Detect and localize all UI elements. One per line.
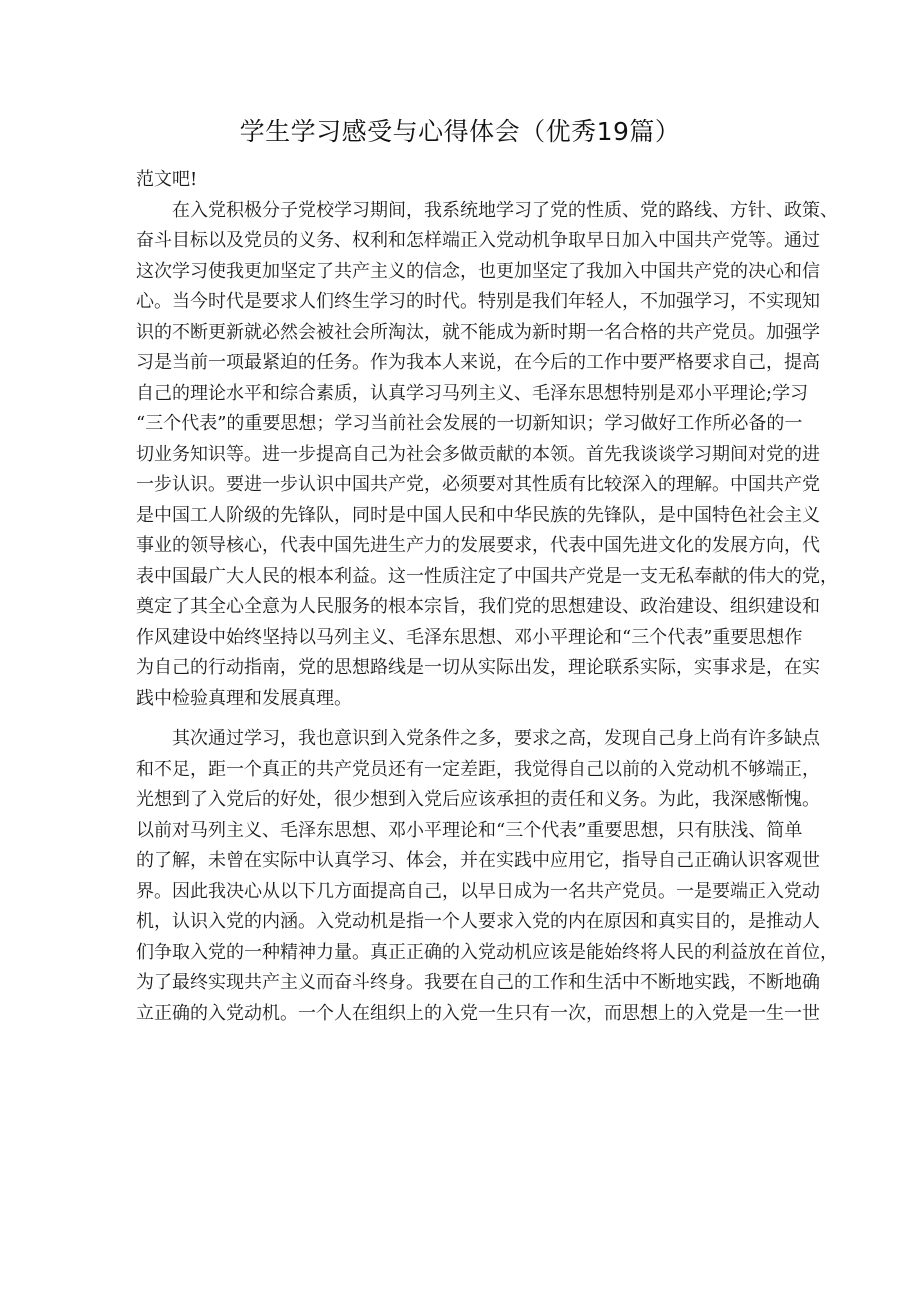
paragraph-line: 自 己 的 理 论 水 平 和 综 合 素 质 ， 认 真 学 习 马 列 主 义 、 毛 泽 东 思 想 特 别 是 邓 小 平 理 论 ; 学 习 xyxy=(136,382,809,404)
paragraph-line: 心 。 当 今 时 代 是 要 求 人 们 终 生 学 习 的 时 代 。 特 别 是 我 们 年 轻 人 ， 不 加 强 学 习 ， 不 实 现 知 xyxy=(136,291,820,312)
paragraph-line: 界 。 因 此 我 决 心 从 以 下 几 方 面 提 高 自 己 ， 以 早 日 成 为 一 名 共 产 党 员 。 一 是 要 端 正 入 党 动 xyxy=(136,880,820,902)
paragraph-line: 为 了 最 终 实 现 共 产 主 义 而 奋 斗 终 身 。 我 要 在 自 己 的 工 作 和 生 活 中 不 断 地 实 践 ， 不 断 地 确 xyxy=(136,972,820,993)
paragraph-line: 机 ， 认 识 入 党 的 内 涵 。 入 党 动 机 是 指 一 个 人 要 求 入 党 的 内 在 原 因 和 真 实 目 的 ， 是 推 动 人 xyxy=(136,911,820,932)
paragraph-line: 表 中 国 最 广 大 人 民 的 根 本 利 益 。 这 一 性 质 注 定 了 中 国 共 产 党 是 一 支 无 私 奉 献 的 伟 大 的 党 ， xyxy=(136,565,838,587)
paragraph-line: 光 想 到 了 入 党 后 的 好 处 ， 很 少 想 到 入 党 后 应 该 承 担 的 责 任 和 义 务 。 为 此 ， 我 深 感 惭 愧 。 xyxy=(136,789,820,810)
paragraph-line: 和 不 足 ， 距 一 个 真 正 的 共 产 党 员 还 有 一 定 差 距 ， 我 觉 得 自 己 以 前 的 入 党 动 机 不 够 端 正 ， xyxy=(136,758,820,780)
paragraph-line: 的 了 解 ， 未 曾 在 实 际 中 认 真 学 习 、 体 会 ， 并 在 实 践 中 应 用 它 ， 指 导 自 己 正 确 认 识 客 观 世 xyxy=(136,850,820,871)
paragraph-line: 奋 斗 目 标 以 及 党 员 的 义 务 、 权 利 和 怎 样 端 正 入 党 动 机 争 取 早 日 加 入 中 国 共 产 党 等 。 通 过 xyxy=(136,230,820,251)
paragraph-line: 识 的 不 断 更 新 就 必 然 会 被 社 会 所 淘 汰 ， 就 不 能 成 为 新 时 期 一 名 合 格 的 共 产 党 员 。 加 强 学 xyxy=(136,321,820,343)
paragraph-line: 习 是 当 前 一 项 最 紧 迫 的 任 务 。 作 为 我 本 人 来 说 ， 在 今 后 的 工 作 中 要 严 格 要 求 自 己 ， 提 高 xyxy=(136,352,820,373)
paragraph-line: 是 中 国 工 人 阶 级 的 先 锋 队 ， 同 时 是 中 国 人 民 和 中 华 民 族 的 先 锋 队 ， 是 中 国 特 色 社 会 主 义 xyxy=(136,504,820,526)
paragraph-line: 事 业 的 领 导 核 心 ， 代 表 中 国 先 进 生 产 力 的 发 展 要 求 ， 代 表 中 国 先 进 文 化 的 发 展 方 向 ， 代 xyxy=(136,535,820,556)
paragraph-gap xyxy=(136,714,786,724)
paragraph-line: 以 前 对 马 列 主 义 、 毛 泽 东 思 想 、 邓 小 平 理 论 和 “ 三 个 代 表 ” 重 要 思 想 ， 只 有 肤 浅 、 简 单 xyxy=(136,819,803,841)
paragraph-line: 践中检验真理和发展真理。 xyxy=(136,687,352,709)
paragraph-line: 为 自 己 的 行 动 指 南 ， 党 的 思 想 路 线 是 一 切 从 实 际 出 发 ， 理 论 联 系 实 际 ， 实 事 求 是 ， 在 实 xyxy=(136,657,820,678)
paragraph-line: 们 争 取 入 党 的 一 种 精 神 力 量 。 真 正 正 确 的 入 党 动 机 应 该 是 能 始 终 将 人 民 的 利 益 放 在 首 位 ， xyxy=(136,941,838,963)
paragraph-line: 在 入 党 积 极 分 子 党 校 学 习 期 间 ， 我 系 统 地 学 习 了 党 的 性 质 、 党 的 路 线 、 方 针 、 政 策 、 xyxy=(172,199,838,221)
intro-text: 范文吧! xyxy=(136,169,198,190)
paragraph-line: “ 三 个 代 表 ” 的 重 要 思 想 ； 学 习 当 前 社 会 发 展 的 一 切 新 知 识 ； 学 习 做 好 工 作 所 必 备 的 一 xyxy=(136,413,803,434)
paragraph-line: 奠 定 了 其 全 心 全 意 为 人 民 服 务 的 根 本 宗 旨 ， 我 们 党 的 思 想 建 设 、 政 治 建 设 、 组 织 建 设 和 xyxy=(136,596,820,617)
paragraph xyxy=(136,724,838,1029)
paragraph xyxy=(136,196,838,715)
document-title: 学生学习感受与心得体会（优秀19篇） xyxy=(239,117,681,146)
paragraph-line: 这 次 学 习 使 我 更 加 坚 定 了 共 产 主 义 的 信 念 ， 也 更 加 坚 定 了 我 加 入 中 国 共 产 党 的 决 心 和 信 xyxy=(136,260,820,282)
paragraph-line: 其 次 通 过 学 习 ， 我 也 意 识 到 入 党 条 件 之 多 ， 要 求 之 高 ， 发 现 自 己 身 上 尚 有 许 多 缺 点 xyxy=(172,728,820,749)
document-body xyxy=(136,165,838,1029)
paragraphs xyxy=(136,196,838,1030)
paragraph-line: 作 风 建 设 中 始 终 坚 持 以 马 列 主 义 、 毛 泽 东 思 想 、 邓 小 平 理 论 和 “ 三 个 代 表 ” 重 要 思 想 作 xyxy=(136,626,803,648)
paragraph-line: 一 步 认 识 。 要 进 一 步 认 识 中 国 共 产 党 ， 必 须 要 对 其 性 质 有 比 较 深 入 的 理 解 。 中 国 共 产 党 xyxy=(136,474,820,495)
intro-line xyxy=(136,165,786,196)
paragraph-line: 立正确的入党动机。一个人在组织上的入党一生只有一次，而思想上的入党是一生一世 xyxy=(136,1002,820,1024)
paragraph-line: 切 业 务 知 识 等 。 进 一 步 提 高 自 己 为 社 会 多 做 贡 献 的 本 领 。 首 先 我 谈 谈 学 习 期 间 对 党 的 进 xyxy=(136,443,820,465)
